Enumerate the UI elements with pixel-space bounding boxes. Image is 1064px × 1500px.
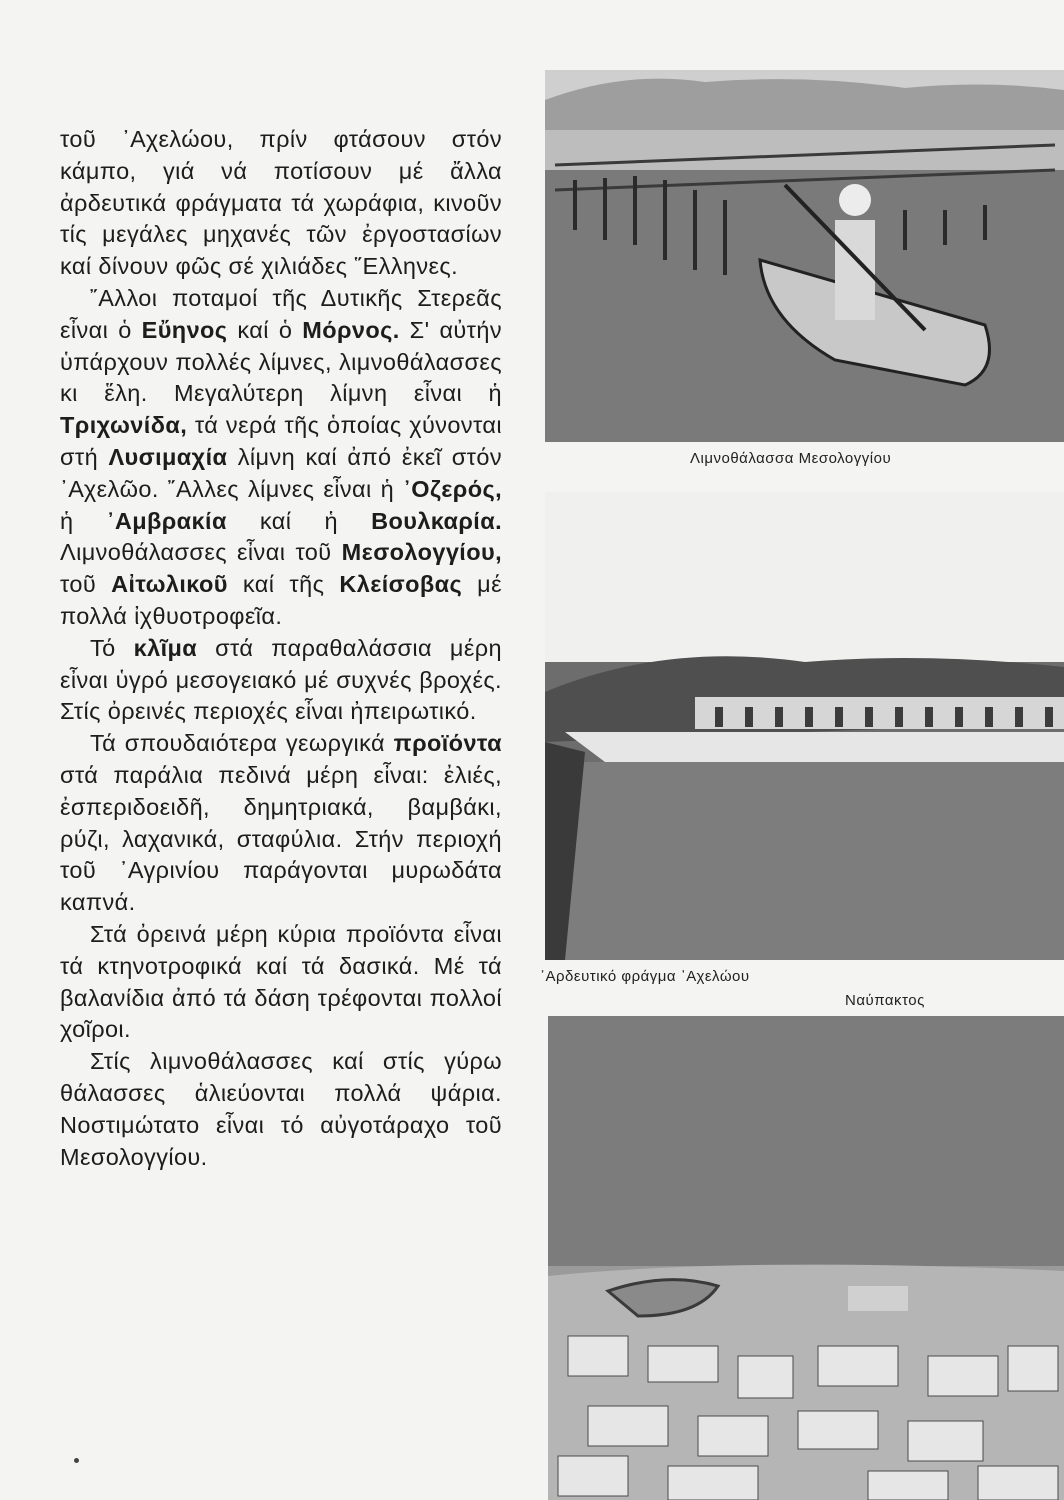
text-run: τοῦ	[60, 571, 112, 598]
bold-term: Βουλκαρία.	[371, 507, 503, 534]
bold-term: Τριχωνίδα,	[60, 412, 188, 439]
paragraph-4	[60, 728, 502, 919]
text-run: Στίς λιμνοθάλασσες καί στίς γύρω θάλασσες ἁλιεύονται πολλά ψάρια. Νοστιμώτατο εἶναι τό αὐγοτάραχο τοῦ Μεσολογγίου.	[60, 1048, 502, 1170]
text-run: λίμνη καί ἀπό ἐκεῖ στόν ᾿Αχελῶο. ῎Αλλες λίμνες εἶναι ἡ	[60, 443, 502, 502]
paragraph-6	[60, 1046, 502, 1173]
text-run: καί τῆς	[227, 571, 340, 598]
text-run: ἡ	[60, 507, 107, 534]
bold-term: Αἰτωλικοῦ	[111, 571, 228, 598]
photo-mesolongi-lagoon	[545, 70, 1064, 442]
bold-term: Μεσολογγίου,	[341, 539, 502, 566]
caption-photo2: ᾿Αρδευτικό φράγμα ᾿Αχελώου	[540, 968, 750, 985]
paragraph-5	[60, 919, 502, 1046]
text-run: Τό	[90, 634, 134, 661]
text-run: Στά ὀρεινά μέρη κύρια προϊόντα εἶναι τά κτηνοτροφικά καί τά δασικά. Μέ τά βαλανίδια ἀπό τά δάση τρέφονται πολλοί χοῖροι.	[60, 920, 502, 1043]
bold-term: κλῖμα	[133, 634, 198, 661]
bold-term: Μόρνος.	[302, 316, 400, 343]
nafpaktos-image	[548, 1016, 1064, 1500]
text-run: καί ἡ	[226, 507, 372, 534]
text-run: ῎Αλλοι ποταμοί τῆς Δυτικῆς Στερεᾶς εἶναι ὁ	[60, 284, 502, 343]
page-mark	[74, 1458, 79, 1463]
photo-acheloos-dam	[545, 492, 1064, 960]
bold-term: ᾿Οζερός,	[403, 475, 502, 502]
bold-term: ᾿Αμβρακία	[106, 507, 227, 534]
caption-photo1: Λιμνοθάλασσα Μεσολογγίου	[690, 450, 892, 467]
text-run: μέ πολλά ἰχθυοτροφεῖα.	[60, 571, 502, 629]
main-text-column	[60, 124, 502, 1173]
text-run: Τά σπουδαιότερα γεωργικά	[90, 730, 394, 757]
bold-term: Λυσιμαχία	[108, 443, 228, 470]
text-run: Λιμνοθάλασσες εἶναι τοῦ	[60, 539, 342, 566]
paragraph-1	[60, 124, 502, 283]
caption-photo3: Ναύπακτος	[845, 992, 925, 1009]
text-run: Σ' αὐτήν ὑπάρχουν πολλές λίμνες, λιμνοθάλασσες κι ἕλη. Μεγαλύτερη λίμνη εἶναι ἡ	[60, 316, 502, 407]
photo-nafpaktos	[548, 1016, 1064, 1500]
dam-image	[545, 492, 1064, 960]
text-run: στά παράλια πεδινά μέρη εἶναι: ἐλιές, ἐσπεριδοειδῆ, δημητριακά, βαμβάκι, ρύζι, λαχανικά, σταφύλια. Στήν περιοχή τοῦ ᾿Αγρινίου παράγονται μυρωδάτα καπνά.	[60, 761, 502, 916]
text-run: στά παραθαλάσσια μέρη εἶναι ὑγρό μεσογειακό μέ συχνές βροχές. Στίς ὀρεινές περιοχές εἶναι ἠπειρωτικό.	[60, 634, 502, 725]
text-run: καί ὁ	[227, 316, 303, 343]
bold-term: προϊόντα	[393, 730, 502, 757]
bold-term: Εὔηνος	[141, 316, 228, 343]
bold-term: Κλείσοβας	[339, 571, 463, 598]
text-run: τά νερά τῆς ὁποίας χύνονται στή	[60, 412, 502, 470]
lagoon-image	[545, 70, 1064, 442]
text-run: τοῦ ᾿Αχελώου, πρίν φτάσουν στόν κάμπο, γιά νά ποτίσουν μέ ἄλλα ἀρδευτικά φράγματα τά χωράφια, κινοῦν τίς μεγάλες μηχανές τῶν ἐργοστασίων καί δίνουν φῶς σέ χιλιάδες ῞Ελληνες.	[60, 126, 502, 280]
paragraph-2	[60, 283, 502, 633]
paragraph-3	[60, 633, 502, 728]
